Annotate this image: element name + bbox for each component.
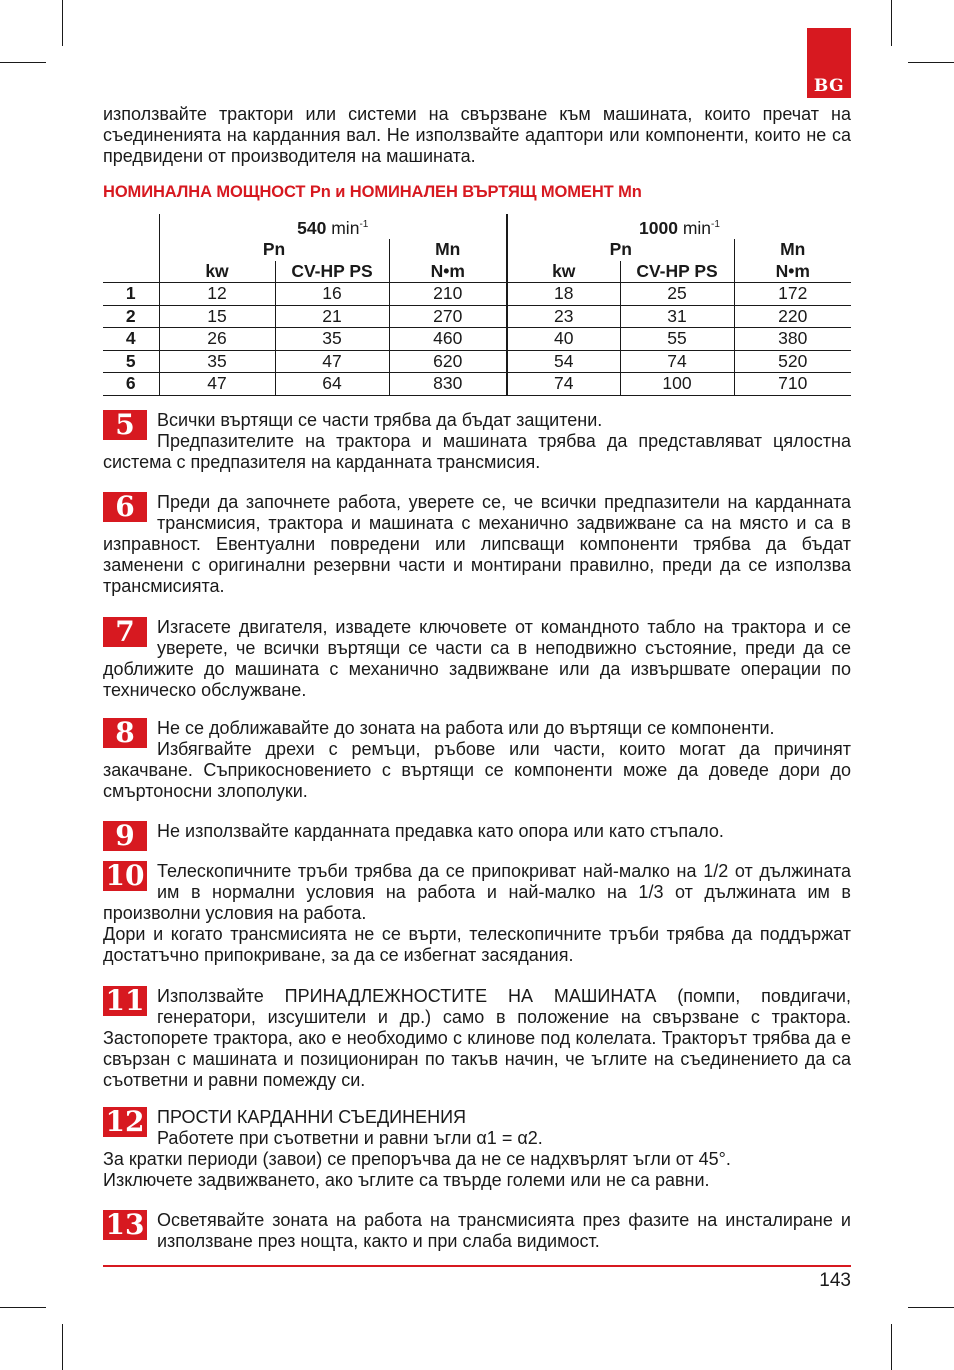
table-row bbox=[103, 283, 851, 306]
table-cell: 18 bbox=[507, 283, 620, 306]
item-text: Преди да започнете работа, уверете се, че всички предпазители на карданната трансмисия, трактора и машината с механично задвижване са на място и са в изправност. Евентуални повредени или липсващи компоненти трябва да бъдат заменени с оригинални резервни части и монтирани правилно, преди да се използва трансмисията. bbox=[103, 492, 851, 596]
item-text: Работете при съответни и равни ъгли α1 = α2. bbox=[157, 1128, 543, 1148]
safety-item-11 bbox=[103, 986, 851, 1091]
safety-item-5 bbox=[103, 410, 851, 473]
table-cell: 620 bbox=[389, 350, 507, 373]
column-header: Mn bbox=[389, 239, 507, 261]
item-text: Предпазителите на трактора и машината трябва да представляват цялостна система с предпазителя на карданната трансмисия. bbox=[103, 431, 851, 472]
crop-mark bbox=[62, 1324, 63, 1370]
table-cell: 54 bbox=[507, 350, 620, 373]
table-cell: 40 bbox=[507, 328, 620, 351]
table-cell: 210 bbox=[389, 283, 507, 306]
crop-mark bbox=[891, 0, 892, 46]
row-size: 6 bbox=[103, 373, 159, 396]
table-cell: 64 bbox=[275, 373, 389, 396]
table-row bbox=[103, 373, 851, 396]
safety-item-6 bbox=[103, 492, 851, 597]
table-row bbox=[103, 305, 851, 328]
row-size: 4 bbox=[103, 328, 159, 351]
row-size: 1 bbox=[103, 283, 159, 306]
table-cell: 12 bbox=[159, 283, 275, 306]
language-tab: BG bbox=[807, 28, 851, 98]
column-subheader: N•m bbox=[389, 261, 507, 283]
table-cell: 380 bbox=[734, 328, 851, 351]
column-subheader: CV-HP PS bbox=[620, 261, 734, 283]
column-subheader: kw bbox=[159, 261, 275, 283]
column-subheader: CV-HP PS bbox=[275, 261, 389, 283]
crop-mark bbox=[0, 62, 46, 63]
table-cell: 31 bbox=[620, 305, 734, 328]
safety-item-7 bbox=[103, 617, 851, 701]
table-cell: 220 bbox=[734, 305, 851, 328]
item-number-badge: 11 bbox=[103, 986, 147, 1016]
table-row bbox=[103, 350, 851, 373]
page-number: 143 bbox=[819, 1270, 851, 1291]
table-cell: 47 bbox=[275, 350, 389, 373]
intro-paragraph bbox=[103, 104, 851, 167]
table-cell: 25 bbox=[620, 283, 734, 306]
item-text: Използвайте ПРИНАДЛЕЖНОСТИТЕ НА МАШИНАТА (помпи, повдигачи, генератори, изсушители и др.) само в положение на свързване с трактора. Застопорете трактора, ако е необходимо с клинове под колелата. Тракторът трябва да е свързан с машината и позициониран по такъв начин, че ъглите на съединението да са съответни и равни помежду си. bbox=[103, 986, 851, 1090]
table-header-row bbox=[103, 239, 851, 261]
safety-item-12 bbox=[103, 1107, 851, 1191]
table-cell: 100 bbox=[620, 373, 734, 396]
table-cell: 270 bbox=[389, 305, 507, 328]
crop-mark bbox=[0, 1307, 46, 1308]
table-cell: 21 bbox=[275, 305, 389, 328]
speed-group-540: 540 $\min^{-1}$ bbox=[159, 214, 507, 239]
table-cell: 26 bbox=[159, 328, 275, 351]
column-subheader: N•m bbox=[734, 261, 851, 283]
column-subheader: kw bbox=[507, 261, 620, 283]
table-cell: 74 bbox=[620, 350, 734, 373]
item-number-badge: 12 bbox=[103, 1107, 147, 1137]
table-cell: 460 bbox=[389, 328, 507, 351]
row-size: 5 bbox=[103, 350, 159, 373]
item-text: Изключете задвижването, ако ъглите са твърде големи или не са равни. bbox=[103, 1170, 710, 1190]
safety-item-9 bbox=[103, 821, 851, 851]
intro-text: използвайте трактори или системи на свързване към машината, които пречат на съединенията на карданния вал. Не използвайте адаптори или компоненти, които не са предвидени от производителя на машината. bbox=[103, 104, 851, 166]
column-header: Pn bbox=[159, 239, 389, 261]
table-speed-row bbox=[103, 214, 851, 239]
item-text: Избягвайте дрехи с ремъци, ръбове или части, които могат да причинят закачване. Съприкосновението с въртящи се компоненти може да доведе дори до смъртоносни злополуки. bbox=[103, 739, 851, 801]
table-cell: 830 bbox=[389, 373, 507, 396]
item-text: ПРОСТИ КАРДАННИ СЪЕДИНЕНИЯ bbox=[157, 1107, 467, 1127]
power-torque-table bbox=[103, 214, 851, 396]
item-number-badge: 13 bbox=[103, 1210, 147, 1240]
table-cell: 35 bbox=[275, 328, 389, 351]
table-cell: 710 bbox=[734, 373, 851, 396]
item-text: Изгасете двигателя, извадете ключовете от командното табло на трактора и се уверете, че всички въртящи се части са в неподвижно състояние, преди да се доближите до машината с механично задвижване или да извършвате операции по техническо обслужване. bbox=[103, 617, 851, 700]
footer-divider bbox=[103, 1265, 851, 1267]
safety-item-8 bbox=[103, 718, 851, 802]
speed-group-1000: 1000 $\min^{-1}$ bbox=[507, 214, 851, 239]
column-header: Mn bbox=[734, 239, 851, 261]
table-cell: 16 bbox=[275, 283, 389, 306]
item-text: Всички въртящи се части трябва да бъдат защитени. bbox=[157, 410, 603, 430]
table-cell: 74 bbox=[507, 373, 620, 396]
item-number-badge: 7 bbox=[103, 617, 147, 647]
item-number-badge: 8 bbox=[103, 718, 147, 748]
item-number-badge: 9 bbox=[103, 821, 147, 851]
section-title: НОМИНАЛНА МОЩНОСТ Pn и НОМИНАЛЕН ВЪРТЯЩ МОМЕНТ Mn bbox=[103, 183, 642, 201]
safety-item-10 bbox=[103, 861, 851, 966]
item-text: Телескопичните тръби трябва да се припокриват най-малко на 1/2 от дължината им в нормални условия на работа и най-малко на 1/3 от дължината им в произволни условия на работа. bbox=[103, 861, 851, 923]
table-subheader-row bbox=[103, 261, 851, 283]
crop-mark bbox=[908, 62, 954, 63]
item-number-badge: 6 bbox=[103, 492, 147, 522]
item-text: Осветявайте зоната на работа на трансмисията през фазите на инсталиране и използване през нощта, както и при слаба видимост. bbox=[157, 1210, 851, 1251]
table-cell: 172 bbox=[734, 283, 851, 306]
item-number-badge: 5 bbox=[103, 410, 147, 440]
crop-mark bbox=[908, 1307, 954, 1308]
item-number-badge: 10 bbox=[103, 861, 147, 891]
item-text: Дори и когато трансмисията не се върти, телескопичните тръби трябва да поддържат достатъчно припокриване, за да се избегнат засядания. bbox=[103, 924, 851, 965]
table-row bbox=[103, 328, 851, 351]
column-header: Pn bbox=[507, 239, 734, 261]
table-cell: 47 bbox=[159, 373, 275, 396]
table-cell: 15 bbox=[159, 305, 275, 328]
row-size: 2 bbox=[103, 305, 159, 328]
table-cell: 520 bbox=[734, 350, 851, 373]
item-text: Не се доближавайте до зоната на работа или до въртящи се компоненти. bbox=[157, 718, 775, 738]
item-text: Не използвайте карданната предавка като опора или като стъпало. bbox=[157, 821, 724, 841]
table-cell: 23 bbox=[507, 305, 620, 328]
crop-mark bbox=[891, 1324, 892, 1370]
item-text: За кратки периоди (завои) се препоръчва да не се надхвърлят ъгли от 45°. bbox=[103, 1149, 731, 1169]
safety-item-13 bbox=[103, 1210, 851, 1252]
crop-mark bbox=[62, 0, 63, 46]
table-cell: 35 bbox=[159, 350, 275, 373]
table-cell: 55 bbox=[620, 328, 734, 351]
